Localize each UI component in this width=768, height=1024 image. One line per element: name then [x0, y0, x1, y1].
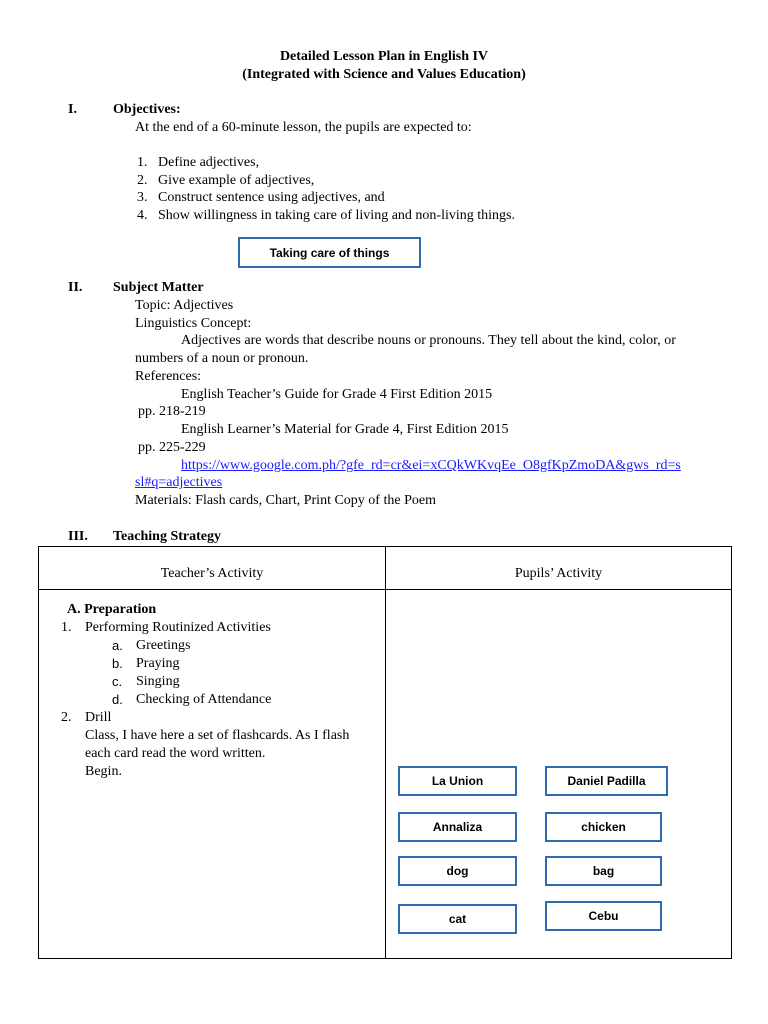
sub-item-d-letter: d. — [112, 692, 123, 707]
flashcard-bag: bag — [545, 856, 662, 886]
flashcard-dog: dog — [398, 856, 517, 886]
objective-num-3: 3. — [137, 190, 148, 205]
objective-num-4: 4. — [137, 208, 148, 223]
drill-line-1: Class, I have here a set of flashcards. As I flash — [85, 728, 350, 743]
title-line-1: Detailed Lesson Plan in English IV — [279, 49, 489, 64]
topic: Topic: Adjectives — [135, 298, 234, 313]
concept-label: Linguistics Concept: — [135, 316, 252, 331]
table-column-divider — [385, 547, 386, 958]
value-concept-box: Taking care of things — [238, 237, 421, 268]
objectives-numeral: I. — [68, 102, 77, 117]
sub-item-c-text: Singing — [136, 674, 180, 689]
subject-matter-numeral: II. — [68, 280, 83, 295]
sub-item-a-letter: a. — [112, 638, 123, 653]
subject-matter-heading: Subject Matter — [113, 280, 204, 295]
column-header-pupils: Pupils’ Activity — [514, 566, 603, 581]
flashcard-cebu: Cebu — [545, 901, 662, 931]
materials: Materials: Flash cards, Chart, Print Copy of the Poem — [135, 493, 436, 508]
reference-link-line-2[interactable]: sl#q=adjectives — [135, 475, 223, 490]
sub-item-b-letter: b. — [112, 656, 123, 671]
flashcard-la-union: La Union — [398, 766, 517, 796]
teaching-strategy-heading: Teaching Strategy — [113, 529, 221, 544]
preparation-heading: A. Preparation — [67, 602, 157, 617]
flashcard-chicken: chicken — [545, 812, 662, 842]
drill-line-3: Begin. — [85, 764, 122, 779]
flashcard-annaliza: Annaliza — [398, 812, 517, 842]
title-line-2: (Integrated with Science and Values Education) — [242, 67, 526, 82]
step-2-num: 2. — [61, 710, 72, 725]
reference-2-pages: pp. 225-229 — [138, 440, 206, 455]
step-1-num: 1. — [61, 620, 72, 635]
objective-num-1: 1. — [137, 155, 148, 170]
reference-link-line-1[interactable]: https://www.google.com.ph/?gfe_rd=cr&ei=xCQkWKvqEe_O8gfKpZmoDA&gws_rd=s — [181, 458, 681, 473]
objective-text-4: Show willingness in taking care of living and non-living things. — [158, 208, 515, 223]
flashcard-daniel-padilla: Daniel Padilla — [545, 766, 668, 796]
objectives-intro: At the end of a 60-minute lesson, the pupils are expected to: — [135, 120, 472, 135]
sub-item-b-text: Praying — [136, 656, 180, 671]
objective-text-3: Construct sentence using adjectives, and — [158, 190, 385, 205]
drill-line-2: each card read the word written. — [85, 746, 266, 761]
activity-table — [38, 546, 732, 959]
concept-line-2: numbers of a noun or pronoun. — [135, 351, 309, 366]
step-1-text: Performing Routinized Activities — [85, 620, 271, 635]
column-header-teacher: Teacher’s Activity — [160, 566, 264, 581]
teaching-strategy-numeral: III. — [68, 529, 88, 544]
objective-num-2: 2. — [137, 173, 148, 188]
objective-text-1: Define adjectives, — [158, 155, 260, 170]
sub-item-d-text: Checking of Attendance — [136, 692, 272, 707]
sub-item-a-text: Greetings — [136, 638, 191, 653]
reference-1: English Teacher’s Guide for Grade 4 First Edition 2015 — [181, 387, 493, 402]
concept-line-1: Adjectives are words that describe nouns or pronouns. They tell about the kind, color, or — [181, 333, 676, 348]
flashcard-cat: cat — [398, 904, 517, 934]
sub-item-c-letter: c. — [112, 674, 123, 689]
objective-text-2: Give example of adjectives, — [158, 173, 315, 188]
table-header-divider — [39, 589, 731, 590]
objectives-heading: Objectives: — [113, 102, 181, 117]
reference-2: English Learner’s Material for Grade 4, First Edition 2015 — [181, 422, 509, 437]
reference-1-pages: pp. 218-219 — [138, 404, 206, 419]
references-label: References: — [135, 369, 202, 384]
step-2-text: Drill — [85, 710, 112, 725]
